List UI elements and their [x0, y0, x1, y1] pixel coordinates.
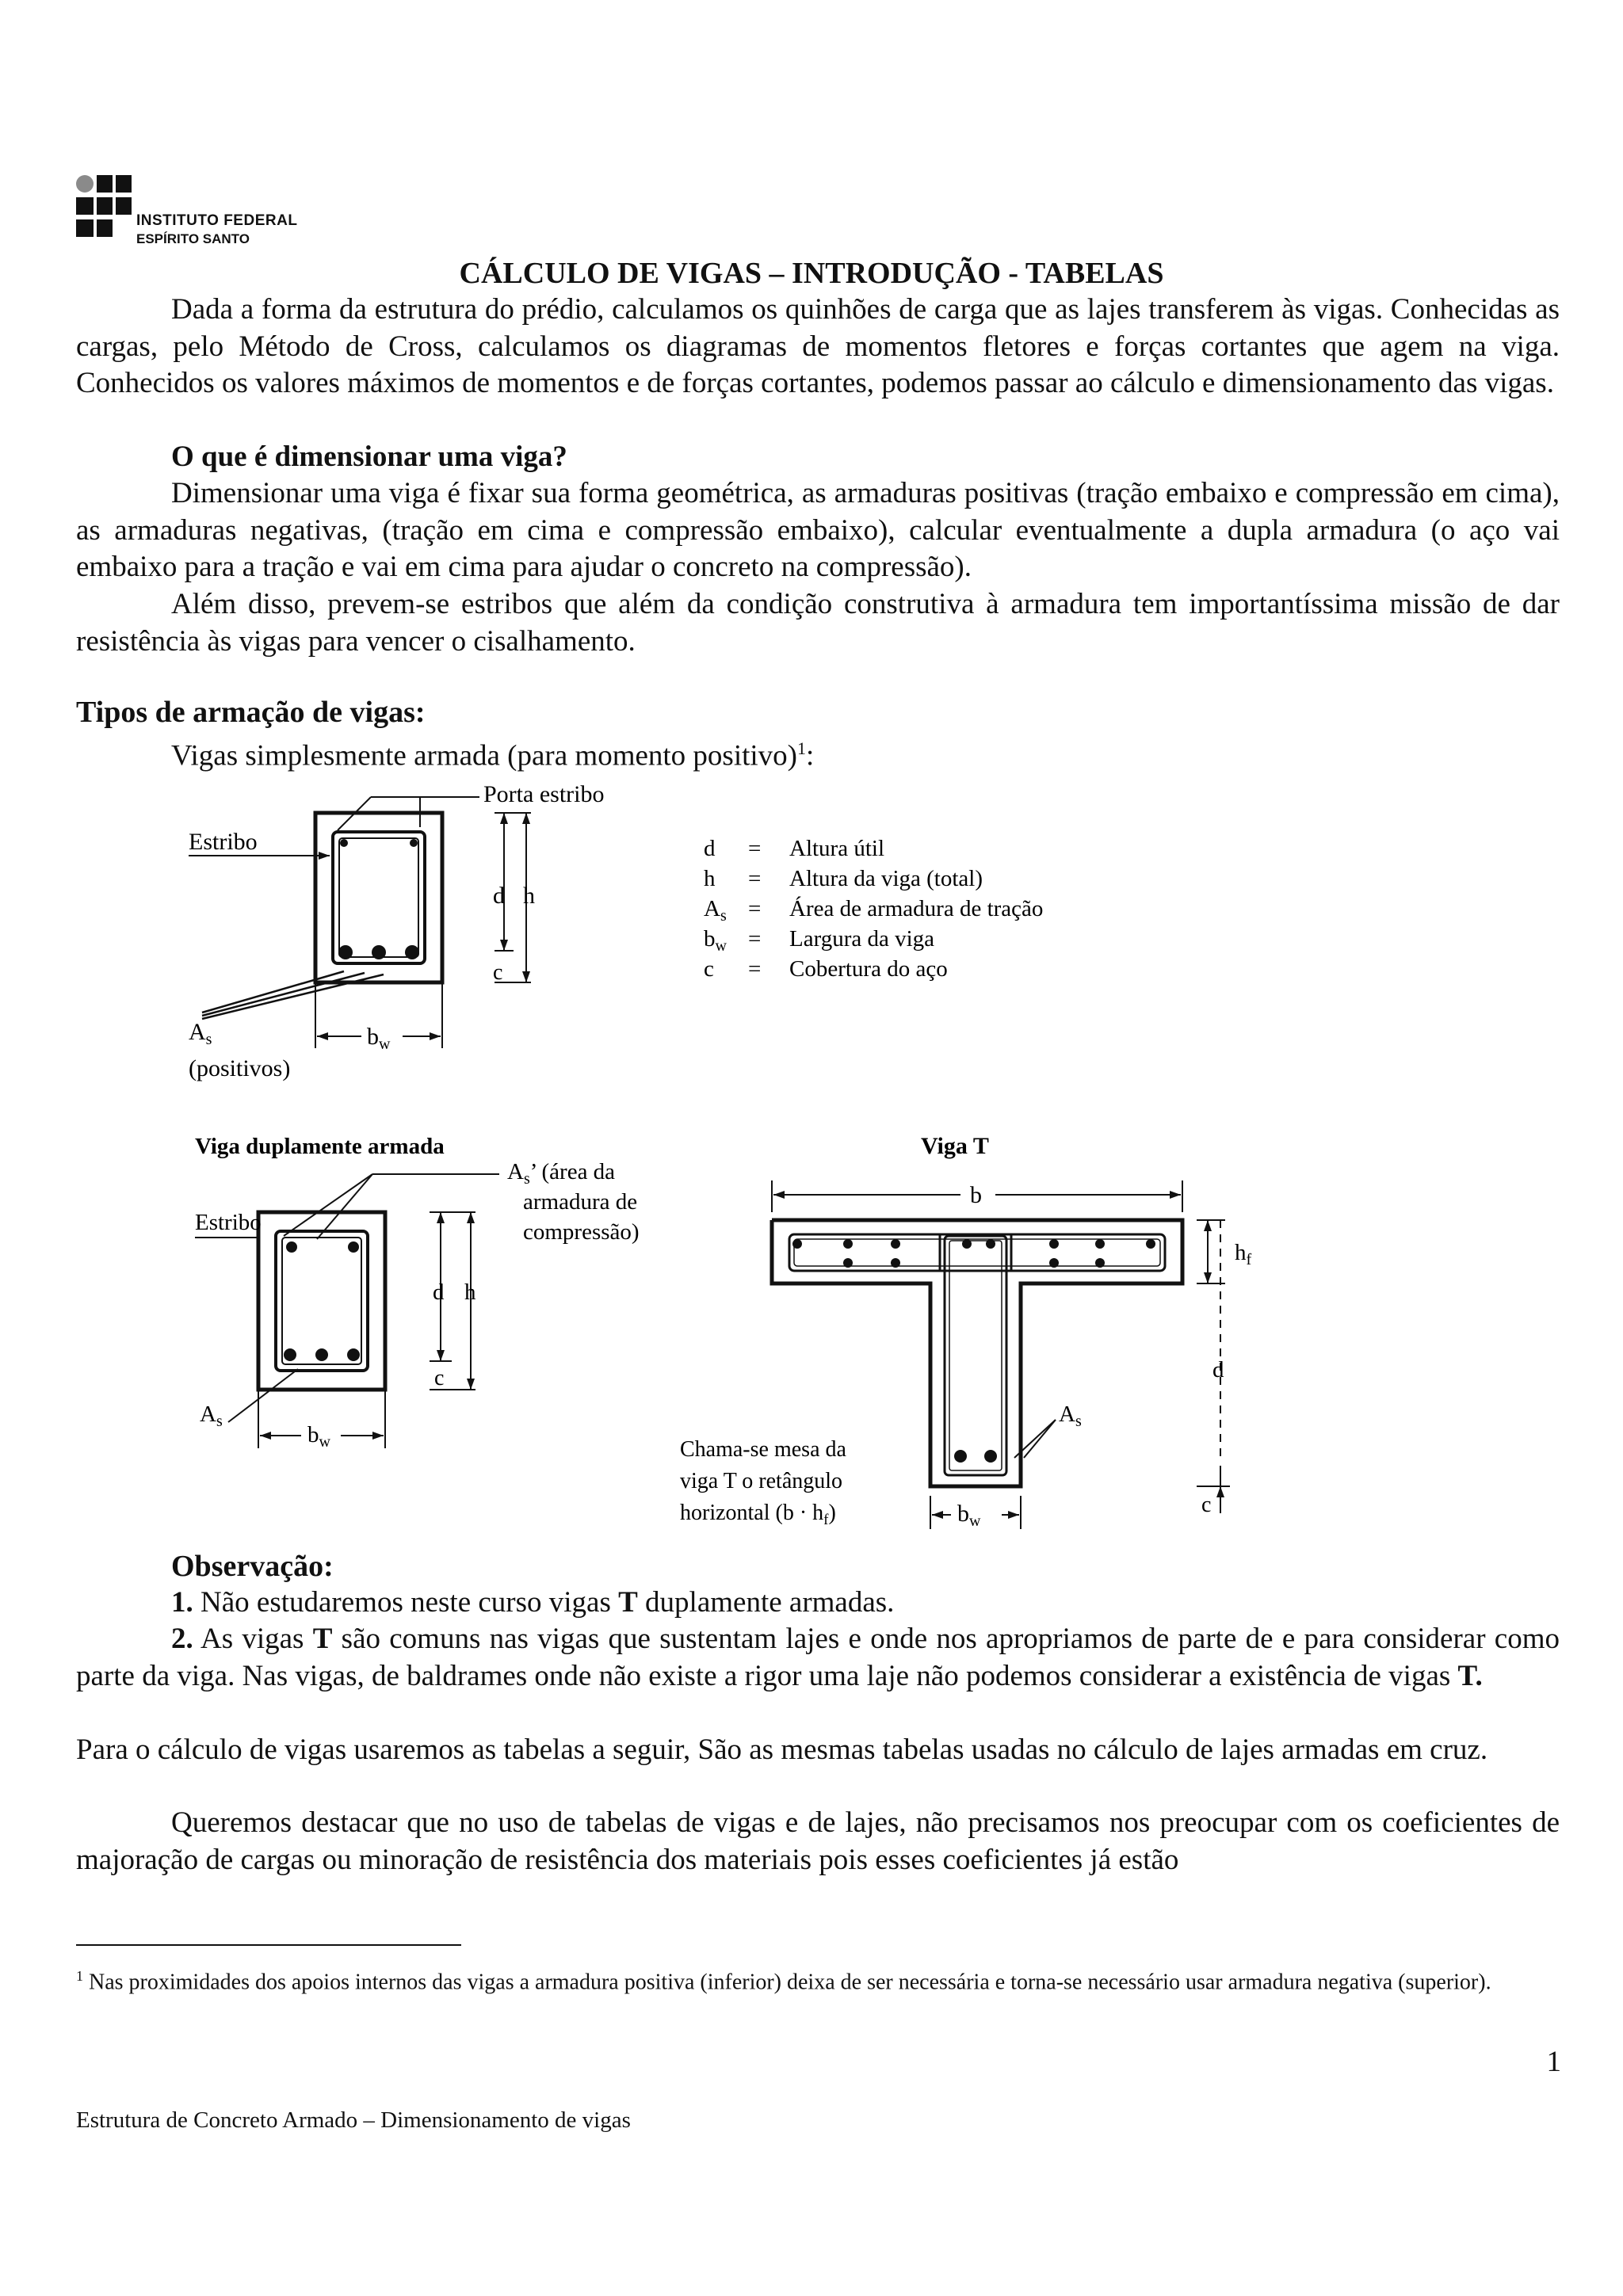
label3-as: A [1059, 1402, 1075, 1427]
intro-paragraph: Dada a forma da estrutura do prédio, calculamos os quinhões de carga que as lajes transferem às vigas. Conhecidas as cargas, pelo Método de Cross, calculamos os diagramas de momentos fletores e forças cortantes que agem na viga. Conhecidos os valores máximos de momentos e de forças cortantes, podemos passar ao cálculo e dimensionamento das vigas. [76, 293, 1560, 399]
label-estribo: Estribo [189, 829, 258, 855]
label-d: d [493, 883, 505, 909]
svg-text:As [200, 1402, 223, 1430]
label2-bw-sub: w [319, 1433, 330, 1451]
top-bar-left [340, 839, 348, 847]
page-title: CÁLCULO DE VIGAS – INTRODUÇÃO - TABELAS [459, 257, 1164, 290]
label2-as: A [200, 1402, 216, 1427]
footnote [76, 1960, 1550, 1998]
bottom-bar-2 [372, 945, 386, 959]
label3-note-3-close: ) [828, 1501, 836, 1525]
logo-line-2: ESPÍRITO SANTO [136, 231, 250, 246]
obs-2-text-b: são comuns nas vigas que sustentam lajes e onde nos apropriamos de parte de e para considerar como parte da viga. Nas vigas, de baldrames onde não existe a rigor uma laje não podemos considerar a existência de vigas [76, 1623, 1560, 1692]
top-bar-right [410, 839, 418, 847]
svg-text:bw [307, 1422, 331, 1451]
label3-note-3: horizontal (b · h [680, 1501, 824, 1525]
obs-2 [76, 1621, 1560, 1695]
footnote-text: Nas proximidades dos apoios internos das vigas a armadura positiva (inferior) deixa de ser necessária e torna-se necessário usar armadura negativa (superior). [89, 1970, 1491, 1995]
label3-bw-sub: w [969, 1512, 981, 1530]
label2-estribo: Estribo [195, 1210, 262, 1235]
logo-line-1: INSTITUTO FEDERAL [136, 212, 298, 229]
label3-note-1: Chama-se mesa da [680, 1437, 846, 1462]
label-bw-sub: w [379, 1035, 391, 1053]
label3-c: c [1201, 1493, 1212, 1517]
label3-note-2: viga T o retângulo [680, 1469, 843, 1493]
label2-as-comp-desc3: compressão) [523, 1219, 640, 1245]
legend-row-1: d = Altura útil [704, 836, 885, 861]
simple-beams-line: Vigas simplesmente armada (para momento positivo)$^1$: [171, 738, 815, 772]
label3-bw: b [957, 1501, 969, 1527]
label3-as-sub: s [1075, 1413, 1082, 1430]
svg-text:bw [957, 1501, 981, 1530]
obs-1-t: T [618, 1586, 638, 1619]
figure-t-beam [666, 1125, 1395, 1537]
bottom-bar-3 [405, 945, 419, 959]
label-as: A [189, 1019, 206, 1045]
obs-2-t: T [312, 1623, 333, 1655]
label-c: c [493, 960, 503, 985]
legend-row-3: $A_s$ = Área de armadura de tração [704, 896, 1044, 925]
bottom-bar-1 [338, 945, 353, 959]
label-h: h [523, 883, 535, 909]
svg-text:As’ (área da [507, 1159, 615, 1188]
answer-paragraph: Dimensionar uma viga é fixar sua forma geométrica, as armaduras positivas (tração embaixo e compressão em cima), as armaduras negativas, (tração em cima e compressão embaixo), calcular eventualmente a dupla armadura (o aço vai embaixo para a tração e vai em cima para ajudar o concreto na compressão). [76, 477, 1560, 583]
figure2-title: Viga duplamente armada [195, 1134, 445, 1159]
obs-2-t2: T. [1457, 1659, 1483, 1692]
label2-as-comp-desc2: armadura de [523, 1189, 638, 1215]
label2-as-sub: s [216, 1413, 223, 1430]
tables-paragraph: Para o cálculo de vigas usaremos as tabelas a seguir, São as mesmas tabelas usadas no cálculo de lajes armadas em cruz. [76, 1733, 1488, 1766]
label3-hf: h [1235, 1240, 1247, 1265]
footnote-ref: 1 [797, 738, 806, 758]
question-heading: O que é dimensionar uma viga? [171, 441, 567, 473]
page-footer: Estrutura de Concreto Armado – Dimensionamento de vigas [76, 2107, 631, 2133]
label3-hf-sub: f [1246, 1251, 1252, 1268]
label2-d: d [433, 1280, 445, 1305]
stirrups-paragraph: Além disso, prevem-se estribos que além da condição construtiva à armadura tem importantíssima missão de dar resistência às vigas para vencer o cisalhamento. [76, 588, 1560, 658]
legend-row-4: $b_w$ = Largura da viga [704, 926, 935, 955]
svg-text:horizontal (b · hf) [680, 1501, 836, 1528]
label2-as-comp-desc1: ’ (área da [529, 1159, 616, 1184]
legend-row-2: h = Altura da viga (total) [704, 866, 983, 891]
label2-c: c [434, 1366, 445, 1390]
obs-heading: Observação: [171, 1550, 334, 1583]
coefficients-paragraph: Queremos destacar que no uso de tabelas de vigas e de lajes, não precisamos nos preocupar com os coeficientes de majoração de cargas ou minoração de resistência dos materiais pois esses coeficientes já estão [76, 1806, 1560, 1876]
label3-d: d [1212, 1357, 1224, 1383]
svg-text:As [189, 1019, 212, 1048]
label2-as-comp: A [507, 1159, 524, 1184]
figure-simple-beam [174, 775, 1284, 1092]
svg-text:bw [367, 1024, 391, 1053]
footnote-number: 1 [76, 1968, 83, 1984]
obs-1 [171, 1585, 1518, 1622]
label2-h: h [464, 1280, 476, 1305]
logo-mark-icon [76, 173, 133, 249]
label-positivos: (positivos) [189, 1055, 291, 1081]
simple-beams-text: Vigas simplesmente armada (para momento positivo) [171, 739, 797, 772]
page-number: 1 [1546, 2046, 1561, 2078]
label2-as-comp-sub: s [523, 1170, 530, 1188]
label3-note-3-sub: f [823, 1512, 829, 1528]
label-bw: b [367, 1024, 379, 1050]
legend [704, 836, 1043, 982]
obs-1-number: 1. [171, 1586, 193, 1619]
obs-2-number: 2. [171, 1623, 193, 1655]
label2-bw: b [307, 1422, 319, 1447]
institute-logo [76, 173, 314, 249]
label-porta-estribo: Porta estribo [483, 781, 605, 807]
obs-1-text-a: Não estudaremos neste curso vigas [200, 1586, 619, 1619]
figure3-title: Viga T [921, 1133, 989, 1159]
svg-text:As [1059, 1402, 1082, 1430]
footnote-rule [76, 1944, 461, 1946]
legend-row-5: c = Cobertura do aço [704, 956, 948, 982]
label-as-sub: s [205, 1031, 212, 1048]
obs-2-text-a: As vigas [200, 1623, 313, 1655]
label3-b: b [970, 1182, 982, 1208]
obs-1-text-b: duplamente armadas. [637, 1586, 895, 1619]
stirrup-outline [333, 832, 425, 963]
svg-text:hf [1235, 1240, 1252, 1268]
types-heading: Tipos de armação de vigas: [76, 696, 426, 729]
